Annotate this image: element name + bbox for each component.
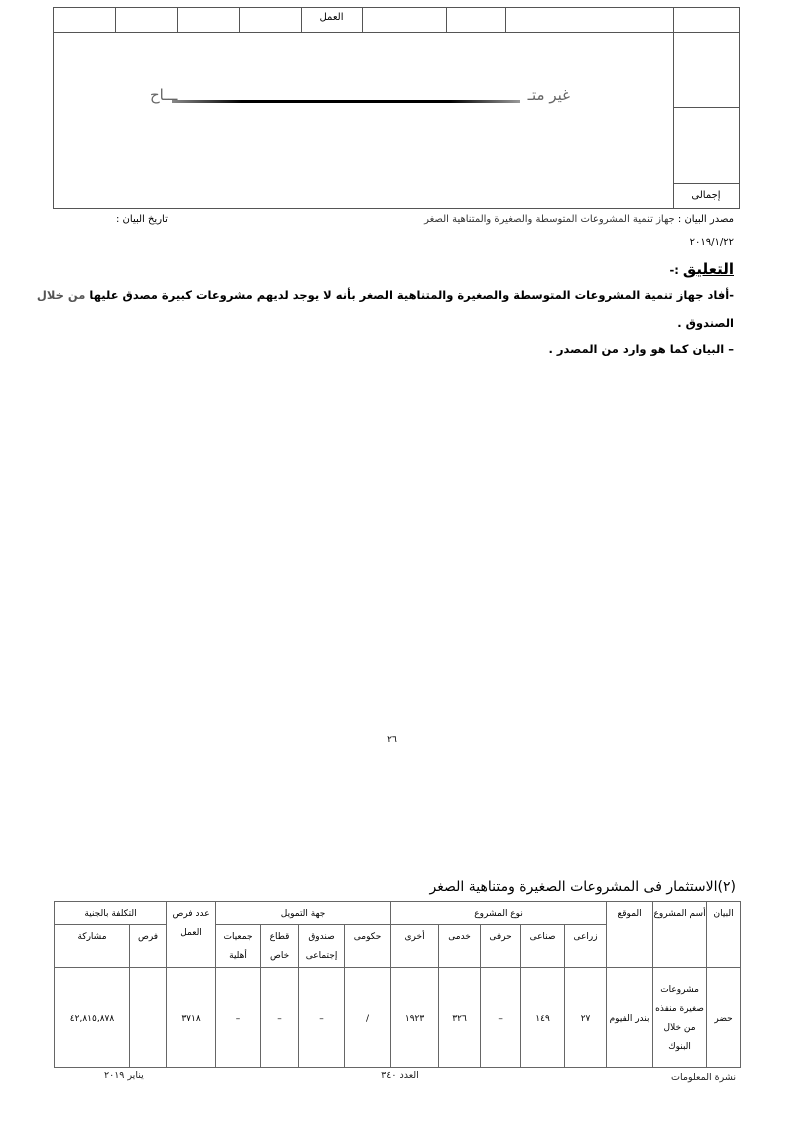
cell-statement: حضر: [707, 968, 741, 1068]
header-row-1: [55, 902, 741, 925]
cell-governmental: /: [345, 968, 391, 1068]
header-participation: مشاركة: [55, 925, 130, 968]
header-industrial: صناعى: [521, 925, 565, 968]
elongation-line: [172, 100, 520, 103]
source-label: مصدر البيان :: [674, 214, 734, 225]
table-border: [53, 7, 740, 8]
cell-agricultural: ٢٧: [565, 968, 607, 1068]
table-border: [362, 7, 363, 32]
header-service: خدمى: [439, 925, 481, 968]
total-label: إجمالى: [691, 190, 721, 201]
header-cost: التكلفة بالجنية: [55, 902, 167, 925]
section-title: (٢)الاستثمار فى المشروعات الصغيرة ومتناهية الصغر: [429, 879, 736, 895]
footer-publication: نشرة المعلومات: [671, 1072, 736, 1083]
table-border: [673, 183, 740, 184]
table-border: [505, 7, 506, 32]
not-available-text-end: ـــاح: [150, 86, 178, 104]
header-jobs-count: عدد فرص العمل: [167, 902, 216, 968]
page-number: ٢٦: [387, 735, 397, 745]
investment-table: [54, 901, 741, 1068]
table-border: [53, 7, 54, 209]
header-governmental: حكومى: [345, 925, 391, 968]
source-value: جهاز تنمية المشروعات المتوسطة والصغيرة والمتناهية الصغر: [424, 214, 675, 225]
cell-opportunities: [130, 968, 167, 1068]
table-border: [239, 7, 240, 32]
comment-title: التعليق: [682, 260, 734, 278]
comment-title-suffix: :-: [669, 263, 683, 277]
cell-industrial: ١٤٩: [521, 968, 565, 1068]
table-border: [177, 7, 178, 32]
header-ngos: جمعيات أهلية: [216, 925, 261, 968]
not-available-text-start: غير متـ: [527, 86, 570, 104]
not-available-banner: [150, 86, 570, 110]
comment-line-1-main: -أفاد جهاز تنمية المشروعات المتوسطة والصغيرة والمتناهية الصغر بأنه لا يوجد لديهم مشروعات كبيرة مصدق عليها: [89, 288, 734, 302]
header-location: الموقع: [607, 902, 653, 968]
cell-location: بندر الفيوم: [607, 968, 653, 1068]
table-border: [673, 107, 740, 108]
header-project-name: أسم المشروع: [653, 902, 707, 968]
table-border: [53, 208, 740, 209]
table-border: [53, 32, 740, 33]
date-value: ٢٠١٩/١/٢٢: [689, 237, 734, 248]
header-opportunities: فرص: [130, 925, 167, 968]
cell-private-sector: –: [261, 968, 299, 1068]
cell-jobs-count: ٣٧١٨: [167, 968, 216, 1068]
header-private-sector: قطاع خاص: [261, 925, 299, 968]
table-border: [446, 7, 447, 32]
header-statement: البيان: [707, 902, 741, 968]
cell-social-fund: –: [299, 968, 345, 1068]
header-other: أخرى: [391, 925, 439, 968]
cell-other: ١٩٢٣: [391, 968, 439, 1068]
cell-participation: ٤٢,٨١٥,٨٧٨: [55, 968, 130, 1068]
cell-service: ٣٢٦: [439, 968, 481, 1068]
table-border: [115, 7, 116, 32]
footer-issue: العدد ٣٤٠: [381, 1070, 419, 1081]
date-label: تاريخ البيان :: [116, 214, 168, 225]
cell-ngos: –: [216, 968, 261, 1068]
header-craft: حرفى: [481, 925, 521, 968]
table-border: [673, 7, 674, 209]
header-social-fund: صندوق إجتماعى: [299, 925, 345, 968]
header-cell-work: العمل: [319, 12, 344, 23]
header-funding-source: جهة التمويل: [216, 902, 391, 925]
comment-line-3: – البيان كما هو وارد من المصدر .: [548, 342, 734, 356]
comment-heading: [669, 259, 734, 278]
table-border: [739, 7, 740, 209]
cell-craft: –: [481, 968, 521, 1068]
footer-date: يناير ٢٠١٩: [104, 1070, 144, 1081]
header-project-type: نوع المشروع: [391, 902, 607, 925]
comment-line-1: [37, 288, 734, 302]
comment-line-2: الصندوق .: [677, 316, 734, 330]
cell-project-name: مشروعات صغيرة منفذه من خلال البنوك: [653, 968, 707, 1068]
table-row: [55, 968, 741, 1068]
comment-line-1-tail: من خلال: [36, 288, 90, 302]
source-line: [424, 214, 734, 225]
header-agricultural: زراعى: [565, 925, 607, 968]
